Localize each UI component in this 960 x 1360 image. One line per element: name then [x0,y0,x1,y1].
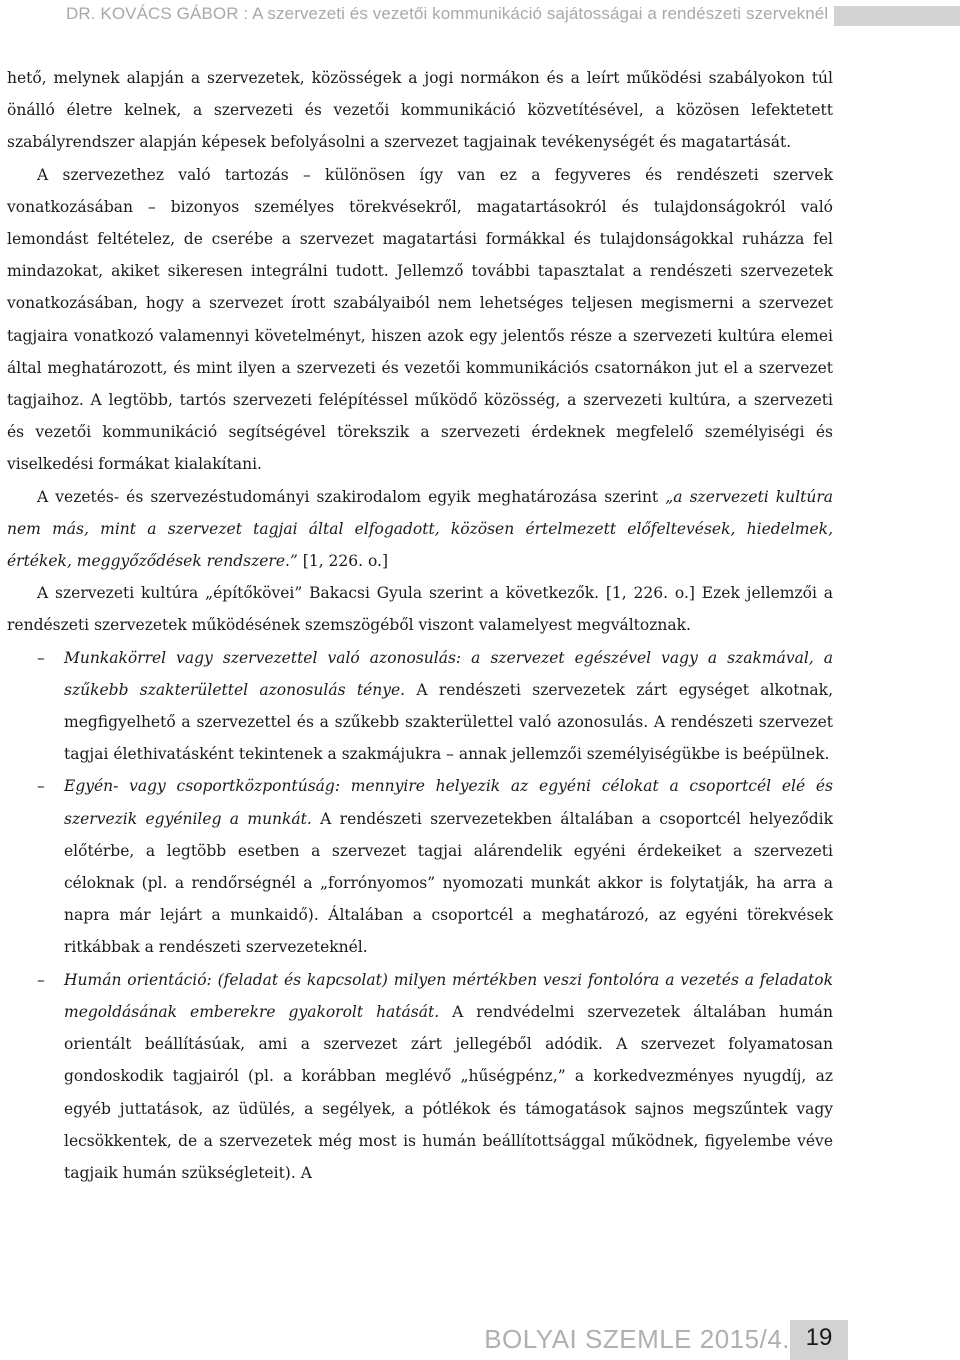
paragraph-3 [7,481,833,578]
journal-name: BOLYAI SZEMLE 2015/4. [484,1324,790,1354]
header-accent-bar [834,6,960,26]
paragraph-4: A szervezeti kultúra „építőkövei” Bakacsi Gyula szerint a következők. [1, 226. o.] Ezek jellemzői a rendészeti szervezetek működésének szemszögéből viszont valamelyest megváltoznak. [7,584,833,635]
list-dash: – [37,648,45,667]
paragraph-1: hető, melynek alapján a szervezetek, közösségek a jogi normákon és a leírt működési szabályokon túl önálló életre kelnek, a szervezeti és vezetői kommunikáció közvetítésével, a közösen lefektetett szabályrendszer alapján képesek befolyásolni a szervezet tagjainak tevékenységét és magatartását. [7,69,833,152]
list-item-text: A rendészeti szervezetekben általában a csoportcél helyeződik előtérbe, a legtöbb esetben a szervezet tagjai alárendelik egyéni érdekeiket a szervezeti céloknak (pl. a rendőrségnél a „forrónyomos” nyomozati munkát akkor is folytatják, ha arra a napra már lejárt a munkaidő). Általában a csoportcél a meghatározó, az egyéni törekvések ritkábbak a rendészeti szervezeteknél. [64,809,833,957]
list-item [7,642,833,771]
list-item-term: Egyén- vagy csoportközpontúság: mennyire helyezik az egyéni célokat a csoportcél elé és szervezik egyénileg a munkát. [64,777,833,828]
definition-quote: „a szervezeti kultúra nem más, mint a szervezet tagjai által elfogadott, közösen értelmezett előfeltevések, hiedelmek, értékek, meggyőződések rendszere.” [7,487,833,571]
running-header [0,0,960,28]
list-item-text: A rendvédelmi szervezetek általában humán orientált beállításúak, ami a szervezet zárt jellegéből adódik. A szervezet folyamatosan gondoskodik tagjairól (pl. a korábban meglévő „hűségpénz,” a korkedvezményes nyugdíj, az egyéb juttatások, az üdülés, a segélyek, a pótlékok és támogatások sajnos megszűntek vagy lecsökkentek, de a szervezetek még most is humán beállítottsággal működnek, figyelembe véve tagjaik humán szükségleteit). A [64,1002,833,1182]
culture-building-blocks-list [7,642,833,1189]
list-dash: – [37,777,45,796]
list-item-text: A rendészeti szervezetek zárt egységet alkotnak, megfigyelhető a szervezettel és a szűkebb szakterülettel való azonosulás. A rendészeti szervezet tagjai élethivatásként tekintenek a szakmájukra – annak jellemzői személyiségükbe is beépülnek. [64,680,833,764]
article-body [7,62,833,1189]
citation: [1, 226. o.] [297,552,389,571]
page-number: 19 [805,1324,833,1351]
running-title: DR. KOVÁCS GÁBOR : A szervezeti és vezetői kommunikáció sajátosságai a rendészeti szerveknél [66,4,829,23]
list-item [7,770,833,963]
page-footer [0,1320,960,1360]
list-dash: – [37,970,45,989]
paragraph-2: A szervezethez való tartozás – különösen így van ez a fegyveres és rendészeti szervek vonatkozásában – bizonyos személyes törekvésekről, magatartásokról és tulajdonságokról való lemondást feltételez, de cserébe a szervezet magatartási formákkal és tulajdonságokkal ruházza fel mindazokat, akiket sikeresen integrálni tudott. Jellemző további tapasztalat a rendészeti szervezetek vonatkozásában, hogy a szervezet írott szabályaiból nem lehetséges teljesen megismerni a szervezet tagjaira vonatkozó valamennyi követelményt, hiszen azok egy jelentős része a szervezeti kultúra elemei által meghatározott, és mint ilyen a szervezeti és vezetői kommunikációs csatornákon jut el a szervezet tagjaihoz. A legtöbb, tartós szervezeti felépítéssel működő közösség, a szervezeti kultúra, a szervezeti és vezetői kommunikáció segítségével törekszik a szervezeti érdeknek megfelelő személyiségi és viselkedési formákat kialakítani. [7,165,833,474]
page-number-box [790,1320,848,1360]
paragraph-3-lead: A vezetés- és szervezéstudományi szakirodalom egyik meghatározása szerint [37,487,666,506]
list-item-term: Humán orientáció: (feladat és kapcsolat) milyen mértékben veszi fontolóra a vezetés a feladatok megoldásának emberekre gyakorolt hatását. [64,970,833,1021]
list-item [7,964,833,1189]
list-item-term: Munkakörrel vagy szervezettel való azonosulás: a szervezet egészével vagy a szakmával, a szűkebb szakterülettel azonosulás ténye. [64,648,833,699]
